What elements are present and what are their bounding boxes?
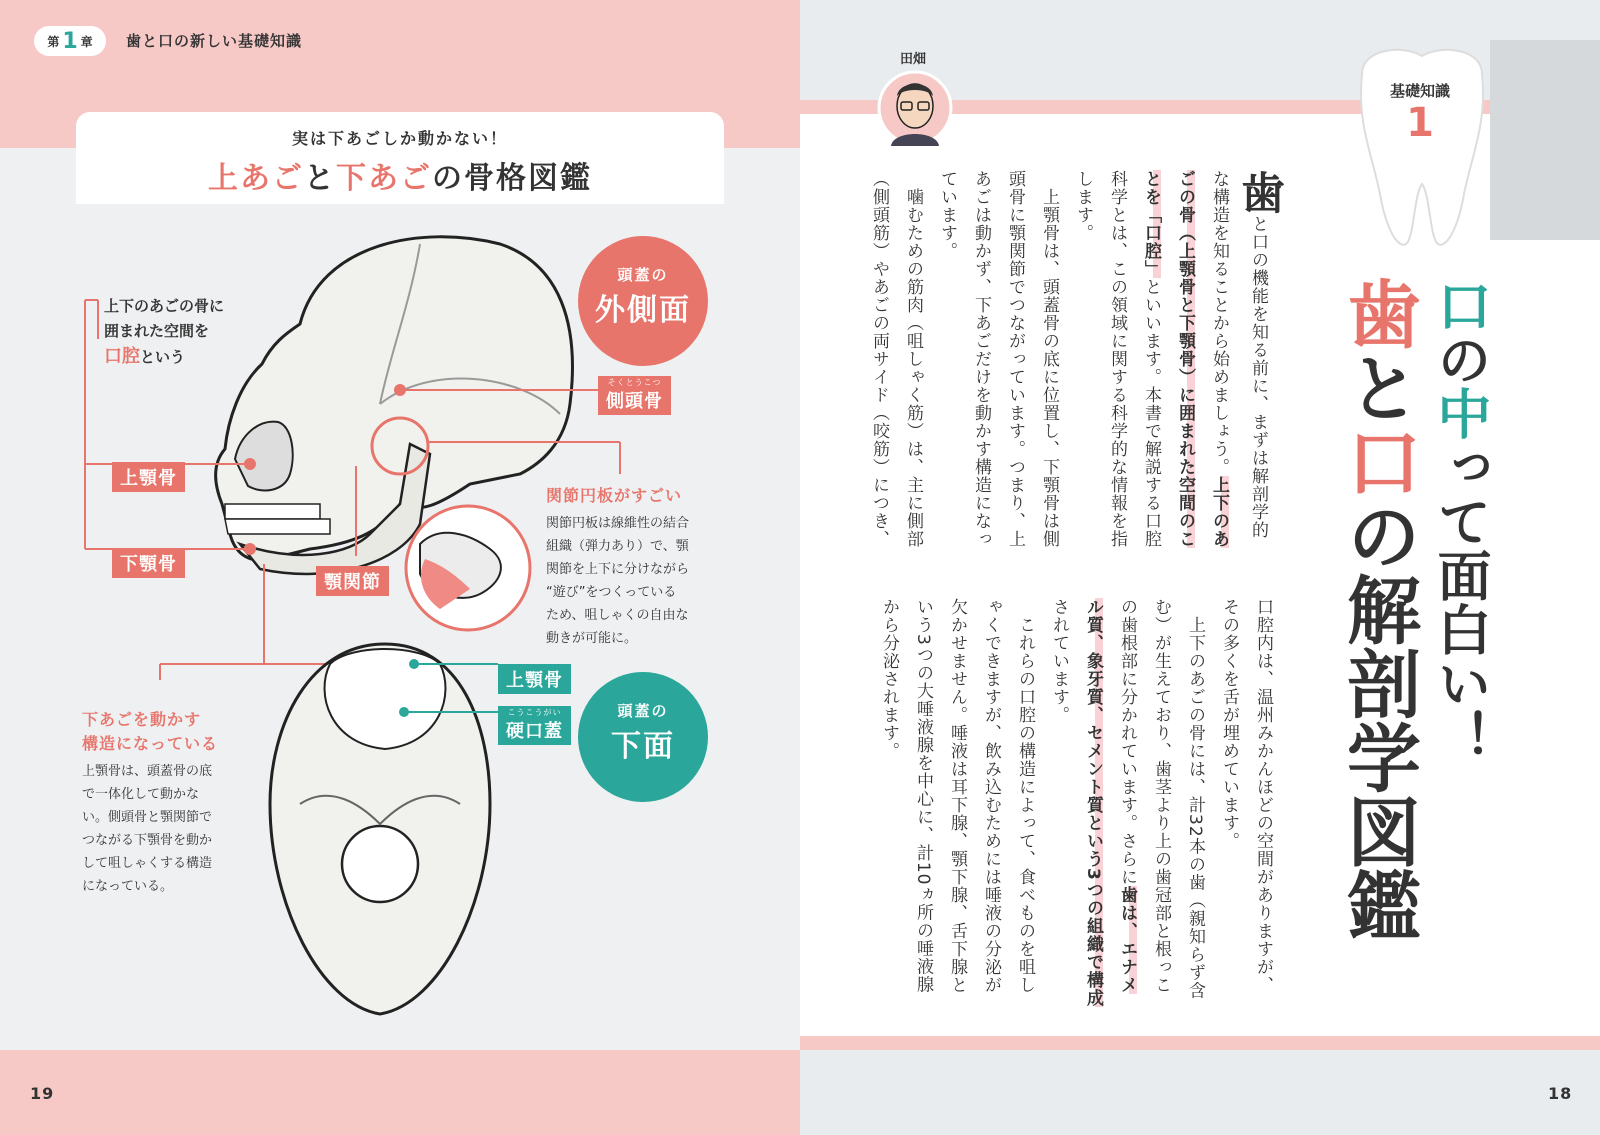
section-title: 上あごと下あごの骨格図鑑 (208, 161, 592, 196)
chapter-title: 歯と口の新しい基礎知識 (126, 32, 303, 50)
label-tmj: 顎関節 (316, 566, 389, 596)
disc-note-text: 関節円板は線維性の結合 組織（弾力あり）で、顎 関節を上下に分けながら “遊び”をつくっている ため、咀しゃくの自由な 動きが可能に。 (546, 516, 690, 646)
oral-cavity-note: 上下のあごの骨に 囲まれた空間を 口腔という (104, 297, 225, 367)
right-bottom-stripe (800, 1036, 1600, 1050)
right-footer-band (800, 1050, 1600, 1135)
badge-bottom-side: 頭蓋の 下面 (578, 672, 708, 802)
right-page (800, 0, 1600, 1135)
joint-closeup (406, 506, 530, 630)
headline-line-2: 歯と口の解剖学図鑑 (1335, 276, 1421, 942)
badge-outer-side: 頭蓋の 外側面 (578, 236, 708, 366)
decorative-wedge (1490, 40, 1600, 240)
kiso-label: 基礎知識 (1389, 82, 1450, 100)
page-number-right: 18 (1548, 1084, 1573, 1103)
body-text-upper: 歯と口の機能を知る前に、まずは解剖学的な構造を知ることから始めましょう。上下のあごの骨（上顎骨と下顎骨）に囲まれた空間のことを「口腔」といいます。本書で解説する口腔科学とは、この領域に関する科学的な情報を指します。 上顎骨は、頭蓋骨の底に位置し、下顎骨は側頭骨に顎関節でつながっています。つまり、上あごは動かず、下あごだけを動かす構造になっています。 噛むための筋肉（咀しゃく筋）は、主に側部（側頭筋）やあごの両サイド（咬筋）につき、 (869, 170, 1284, 548)
author-avatar (877, 70, 953, 146)
chapter-prefix: 第 (47, 34, 60, 49)
label-mandible: 下顎骨 (112, 548, 185, 578)
author-name: 田畑 (900, 52, 927, 67)
inferior-skull (270, 644, 498, 1014)
section-title-box (76, 112, 724, 204)
chapter-badge (34, 26, 106, 56)
left-footer-band (0, 1050, 800, 1135)
jaw-note-heading: 下あごを動かす 構造になっている (82, 710, 219, 753)
headline-line-1: 口の中って面白い！ (1429, 278, 1492, 764)
chapter-number: 1 (62, 28, 78, 54)
lateral-skull (216, 237, 573, 574)
chapter-suffix: 章 (80, 34, 93, 49)
body-text-lower: 口腔内は、温州みかんほどの空間がありますが、その多くを舌が埋めています。 上下のあごの骨には、計32本の歯（親知らず含む）が生えており、歯茎より上の歯冠部と根っこの歯根部に分かれています。さらに歯は、エナメル質、象牙質、セメント質という3つの組織で構成されています。 これらの口腔の構造によって、食べものを咀しゃくできますが、飲み込むためには唾液の分泌が欠かせません。唾液は耳下腺、顎下腺、舌下腺という3つの大唾液腺を中心に、計10ヵ所の唾液腺から分泌されます。 (879, 598, 1273, 1007)
label-maxilla-bottom: 上顎骨 (498, 664, 571, 694)
label-maxilla: 上顎骨 (112, 462, 185, 492)
section-subtitle: 実は下あごしか動かない！ (291, 129, 508, 148)
jaw-note-text: 上顎骨は、頭蓋骨の底 で一体化して動かな い。側頭骨と顎関節で つながる下顎骨を動か して咀しゃくする構造 になっている。 (82, 764, 213, 894)
label-hard-palate: こうこうがい 硬口蓋 (498, 706, 571, 745)
kiso-number: 1 (1406, 100, 1434, 146)
label-temporal-bone: そくとうこつ 側頭骨 (598, 376, 671, 415)
page-number-left: 19 (30, 1084, 55, 1103)
tooth-icon (1342, 44, 1502, 254)
dropcap: 歯 (1233, 170, 1284, 215)
disc-note-heading: 関節円板がすごい (546, 486, 683, 505)
